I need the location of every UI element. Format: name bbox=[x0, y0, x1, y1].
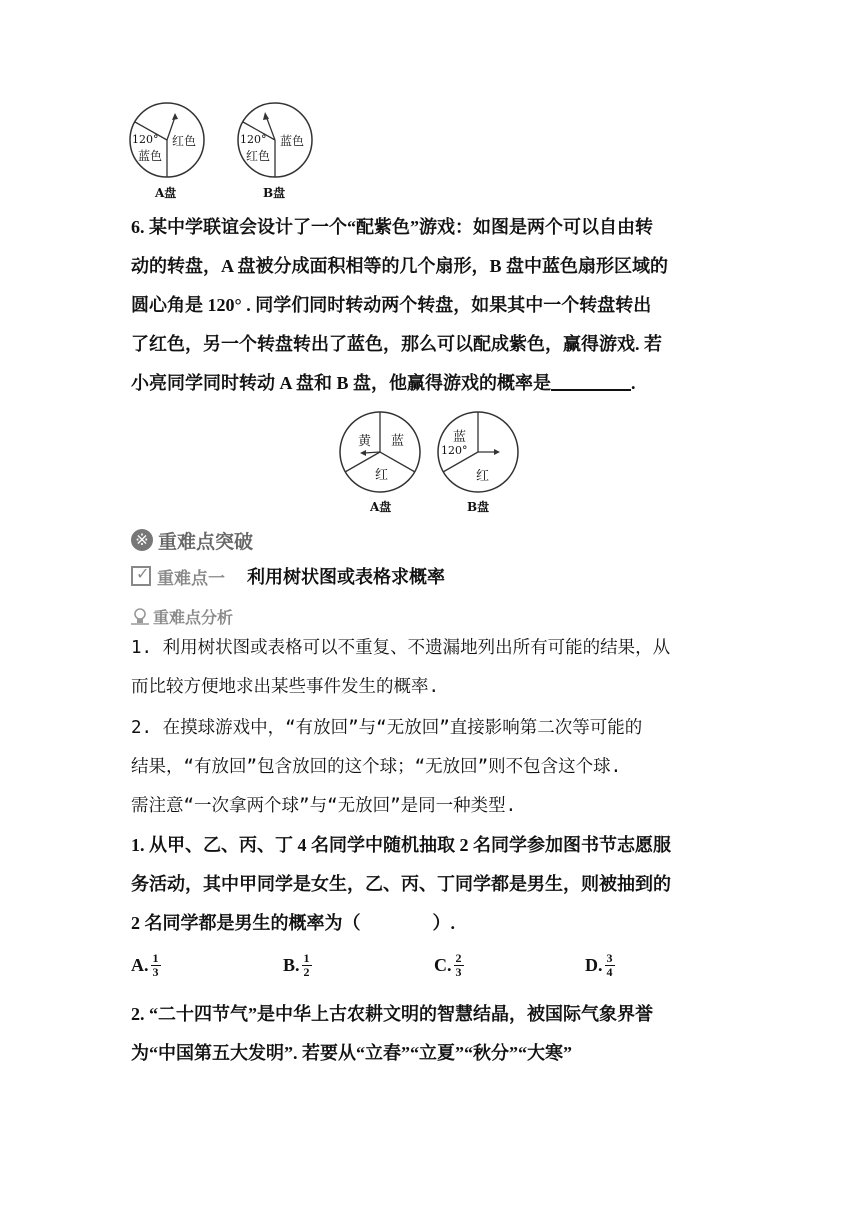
analysis-header bbox=[131, 603, 233, 629]
analysis-2-line-1: 2. 在摸球游戏中，“有放回”与“无放回”直接影响第二次等可能的 bbox=[131, 718, 643, 738]
mid-disc-b-caption: B盘 bbox=[467, 500, 490, 514]
analysis-point-1 bbox=[131, 629, 731, 707]
q6-line-4: 了红色，另一个转盘转出了蓝色，那么可以配成紫色，赢得游戏. 若 bbox=[131, 334, 662, 354]
lightbulb-icon bbox=[131, 607, 149, 625]
answer-blank[interactable] bbox=[551, 371, 631, 391]
option-c[interactable] bbox=[434, 952, 464, 979]
analysis-point-2 bbox=[131, 709, 731, 826]
option-a[interactable] bbox=[131, 952, 161, 979]
option-d-fraction: $\frac{3}{4}$ bbox=[606, 951, 613, 979]
disc-b-caption: B盘 bbox=[263, 186, 286, 200]
mid-disc-a-label-1: 黄 bbox=[358, 434, 372, 449]
checkbox-icon: ✓ bbox=[131, 566, 151, 586]
disc-a-angle-label: 120° bbox=[132, 133, 159, 146]
question-6 bbox=[131, 208, 731, 403]
mid-disc-a-label-3: 红 bbox=[375, 468, 389, 483]
exercise-2 bbox=[131, 995, 731, 1073]
asterisk-circle-icon: ※ bbox=[131, 529, 153, 551]
option-b[interactable] bbox=[283, 952, 312, 979]
option-b-fraction: $\frac{1}{2}$ bbox=[303, 951, 310, 979]
ex1-line-1: 1. 从甲、乙、丙、丁 4 名同学中随机抽取 2 名同学参加图书节志愿服 bbox=[131, 835, 671, 855]
option-d[interactable] bbox=[585, 952, 615, 979]
q6-line-3: 圆心角是 120° . 同学们同时转动两个转盘，如果其中一个转盘转出 bbox=[131, 295, 652, 315]
analysis-tag: 重难点分析 bbox=[153, 607, 234, 627]
disc-b-left-label: 红色 bbox=[246, 149, 271, 163]
q6-line-2: 动的转盘，A 盘被分成面积相等的几个扇形，B 盘中蓝色扇形区域的 bbox=[131, 256, 669, 276]
mid-disc-b-angle-label: 120° bbox=[441, 444, 468, 457]
disc-a-caption: A盘 bbox=[155, 186, 177, 200]
q6-line-5 bbox=[131, 364, 731, 403]
q6-line-5-text: 小亮同学同时转动 A 盘和 B 盘，他赢得游戏的概率是 bbox=[131, 373, 552, 393]
exercise-1 bbox=[131, 826, 731, 943]
mid-disc-b-bottom-label: 红 bbox=[476, 469, 490, 484]
top-figure bbox=[125, 100, 325, 205]
analysis-1-line-2: 而比较方便地求出某些事件发生的概率. bbox=[131, 677, 440, 697]
section-header bbox=[131, 527, 253, 553]
key-point-title: 利用树状图或表格求概率 bbox=[247, 567, 445, 588]
option-c-label: C. bbox=[434, 955, 452, 975]
ex1-line-3: 2 名同学都是男生的概率为（ ）. bbox=[131, 913, 455, 933]
option-c-fraction: $\frac{2}{3}$ bbox=[455, 951, 462, 979]
ex2-line-2: 为“中国第五大发明”. 若要从“立春”“立夏”“秋分”“大寒” bbox=[131, 1043, 572, 1063]
key-point-tag: 重难点一 bbox=[157, 568, 225, 589]
disc-a-left-label: 蓝色 bbox=[138, 149, 163, 163]
middle-discs-svg bbox=[336, 410, 526, 520]
section-title: 重难点突破 bbox=[158, 530, 254, 553]
option-d-label: D. bbox=[585, 955, 603, 975]
disc-b-right-label: 蓝色 bbox=[280, 134, 305, 148]
mid-disc-b-top-label: 蓝 bbox=[453, 430, 467, 445]
analysis-2-line-3: 需注意“一次拿两个球”与“无放回”是同一种类型. bbox=[131, 796, 517, 816]
ex1-line-2: 务活动，其中甲同学是女生，乙、丙、丁同学都是男生，则被抽到的 bbox=[131, 874, 671, 894]
option-a-label: A. bbox=[131, 955, 149, 975]
option-b-label: B. bbox=[283, 955, 300, 975]
analysis-2-line-2: 结果，“有放回”包含放回的这个球；“无放回”则不包含这个球. bbox=[131, 757, 622, 777]
mid-disc-a-caption: A盘 bbox=[370, 500, 392, 514]
key-point-header bbox=[131, 563, 445, 589]
middle-figure bbox=[336, 410, 526, 520]
option-a-fraction: $\frac{1}{3}$ bbox=[152, 951, 159, 979]
mid-disc-a-label-2: 蓝 bbox=[391, 434, 405, 449]
analysis-1-line-1: 1. 利用树状图或表格可以不重复、不遗漏地列出所有可能的结果，从 bbox=[131, 638, 671, 658]
disc-b-angle-label: 120° bbox=[240, 133, 267, 146]
q6-end-mark: . bbox=[631, 373, 636, 393]
q6-line-1: 6. 某中学联谊会设计了一个“配紫色”游戏：如图是两个可以自由转 bbox=[131, 217, 653, 237]
disc-a-right-label: 红色 bbox=[172, 134, 197, 148]
ex2-line-1: 2. “二十四节气”是中华上古农耕文明的智慧结晶，被国际气象界誉 bbox=[131, 1004, 653, 1024]
